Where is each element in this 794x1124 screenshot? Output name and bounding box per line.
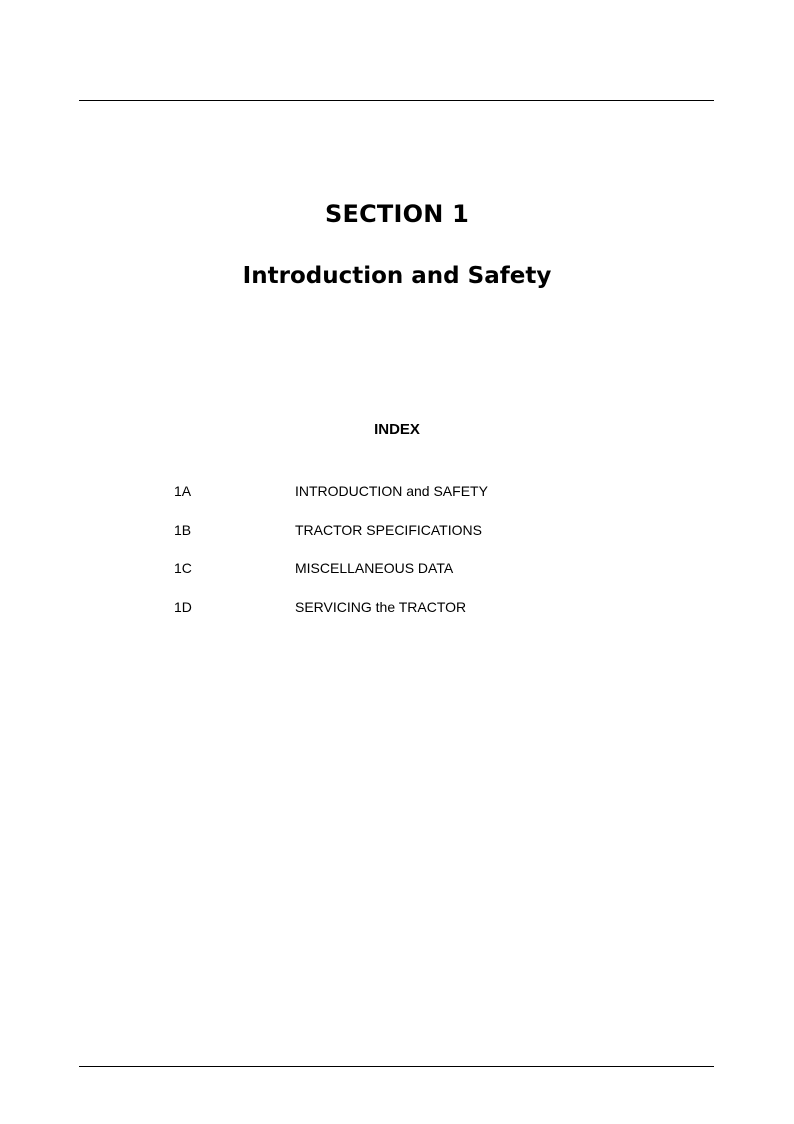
index-item-title: TRACTOR SPECIFICATIONS <box>295 521 482 538</box>
index-item <box>174 558 634 597</box>
index-item <box>174 481 634 520</box>
bottom-divider <box>79 1066 714 1067</box>
top-divider <box>79 100 714 101</box>
index-item-code: 1A <box>174 483 192 499</box>
index-item-code: 1C <box>174 560 192 576</box>
index-item <box>174 520 634 559</box>
section-title: Introduction and Safety <box>242 263 552 289</box>
section-number: SECTION 1 <box>325 200 469 228</box>
index-item-title: INTRODUCTION and SAFETY <box>295 483 488 499</box>
index-heading: INDEX <box>374 421 420 438</box>
index-item-title: SERVICING the TRACTOR <box>295 598 467 615</box>
index-list <box>174 481 634 635</box>
index-item-code: 1D <box>174 598 192 615</box>
index-item <box>174 597 634 636</box>
index-item-code: 1B <box>174 521 192 538</box>
index-item-title: MISCELLANEOUS DATA <box>295 560 454 576</box>
